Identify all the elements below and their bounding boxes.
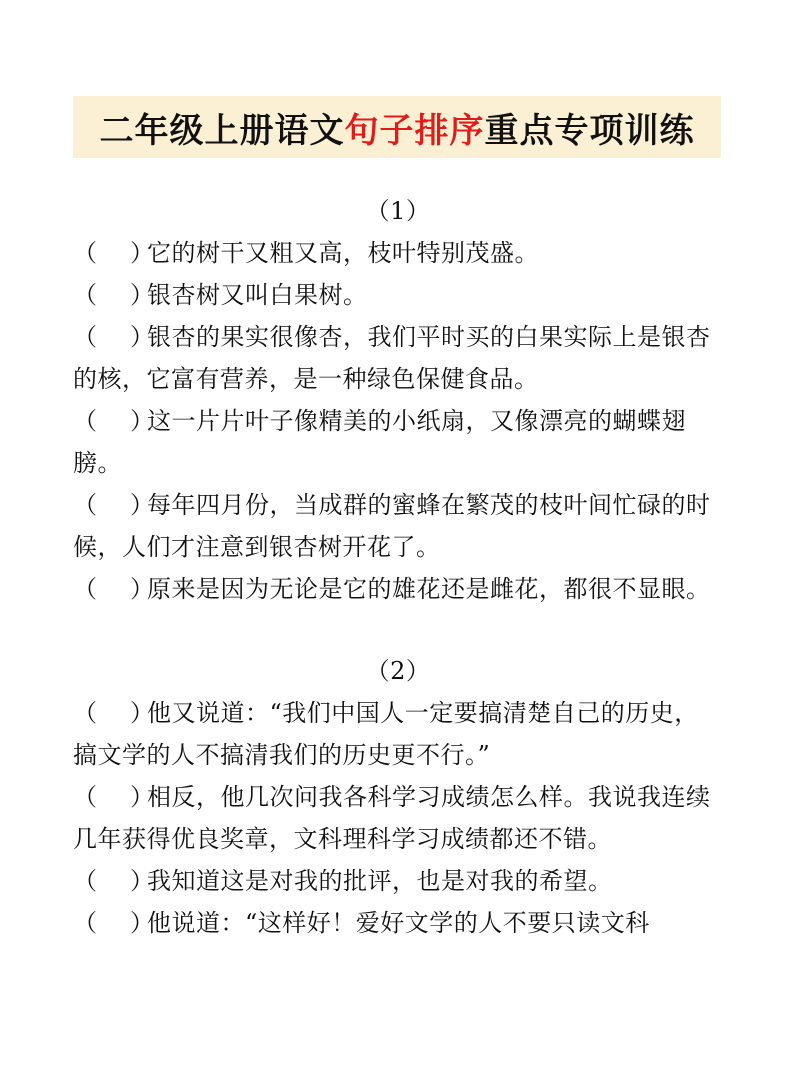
sentence-item xyxy=(73,860,723,902)
title-banner xyxy=(73,96,721,158)
answer-blank: （ ） xyxy=(73,909,155,937)
sentence-item xyxy=(73,484,723,568)
answer-blank: （ ） xyxy=(73,867,155,895)
answer-blank: （ ） xyxy=(73,281,155,309)
sentence-item xyxy=(73,232,723,274)
title-part-2: 重点专项训练 xyxy=(484,110,695,151)
section-heading-2: （2） xyxy=(365,657,431,685)
exercise-content xyxy=(73,190,723,944)
sentence-item xyxy=(73,776,723,860)
answer-blank: （ ） xyxy=(73,491,155,519)
answer-blank: （ ） xyxy=(73,323,155,351)
sentence-text: 这一片片叶子像精美的小纸扇，又像漂亮的蝴蝶翅膀。 xyxy=(73,407,686,477)
answer-blank: （ ） xyxy=(73,575,155,603)
answer-blank: （ ） xyxy=(73,239,155,267)
sentence-text: 他说道：“这样好！爱好文学的人不要只读文科 xyxy=(147,909,650,937)
answer-blank: （ ） xyxy=(73,783,155,811)
sentence-item xyxy=(73,316,723,400)
title-highlight: 句子排序 xyxy=(344,110,485,151)
sentence-item xyxy=(73,400,723,484)
sentence-text: 他又说道：“我们中国人一定要搞清楚自己的历史，搞文学的人不搞清我们的历史更不行。” xyxy=(73,699,699,769)
sentence-text: 银杏树又叫白果树。 xyxy=(147,281,368,309)
sentence-text: 原来是因为无论是它的雄花还是雌花，都很不显眼。 xyxy=(147,575,711,603)
sentence-text: 我知道这是对我的批评，也是对我的希望。 xyxy=(147,867,613,895)
sentence-item xyxy=(73,274,723,316)
sentence-text: 每年四月份，当成群的蜜蜂在繁茂的枝叶间忙碌的时候，人们才注意到银杏树开花了。 xyxy=(73,491,711,561)
answer-blank: （ ） xyxy=(73,699,155,727)
sentence-item xyxy=(73,692,723,776)
section-spacer xyxy=(73,610,723,650)
section-heading-1: （1） xyxy=(365,197,431,225)
answer-blank: （ ） xyxy=(73,407,155,435)
sentence-text: 银杏的果实很像杏，我们平时买的白果实际上是银杏的核，它富有营养，是一种绿色保健食品。 xyxy=(73,323,711,393)
title-part-1: 二年级上册语文 xyxy=(99,110,345,151)
page-title xyxy=(100,103,695,152)
sentence-text: 相反，他几次问我各科学习成绩怎么样。我说我连续几年获得优良奖章，文科理科学习成绩都还不错。 xyxy=(73,783,711,853)
sentence-item xyxy=(73,902,723,944)
sentence-text: 它的树干又粗又高，枝叶特别茂盛。 xyxy=(147,239,539,267)
sentence-item xyxy=(73,568,723,610)
